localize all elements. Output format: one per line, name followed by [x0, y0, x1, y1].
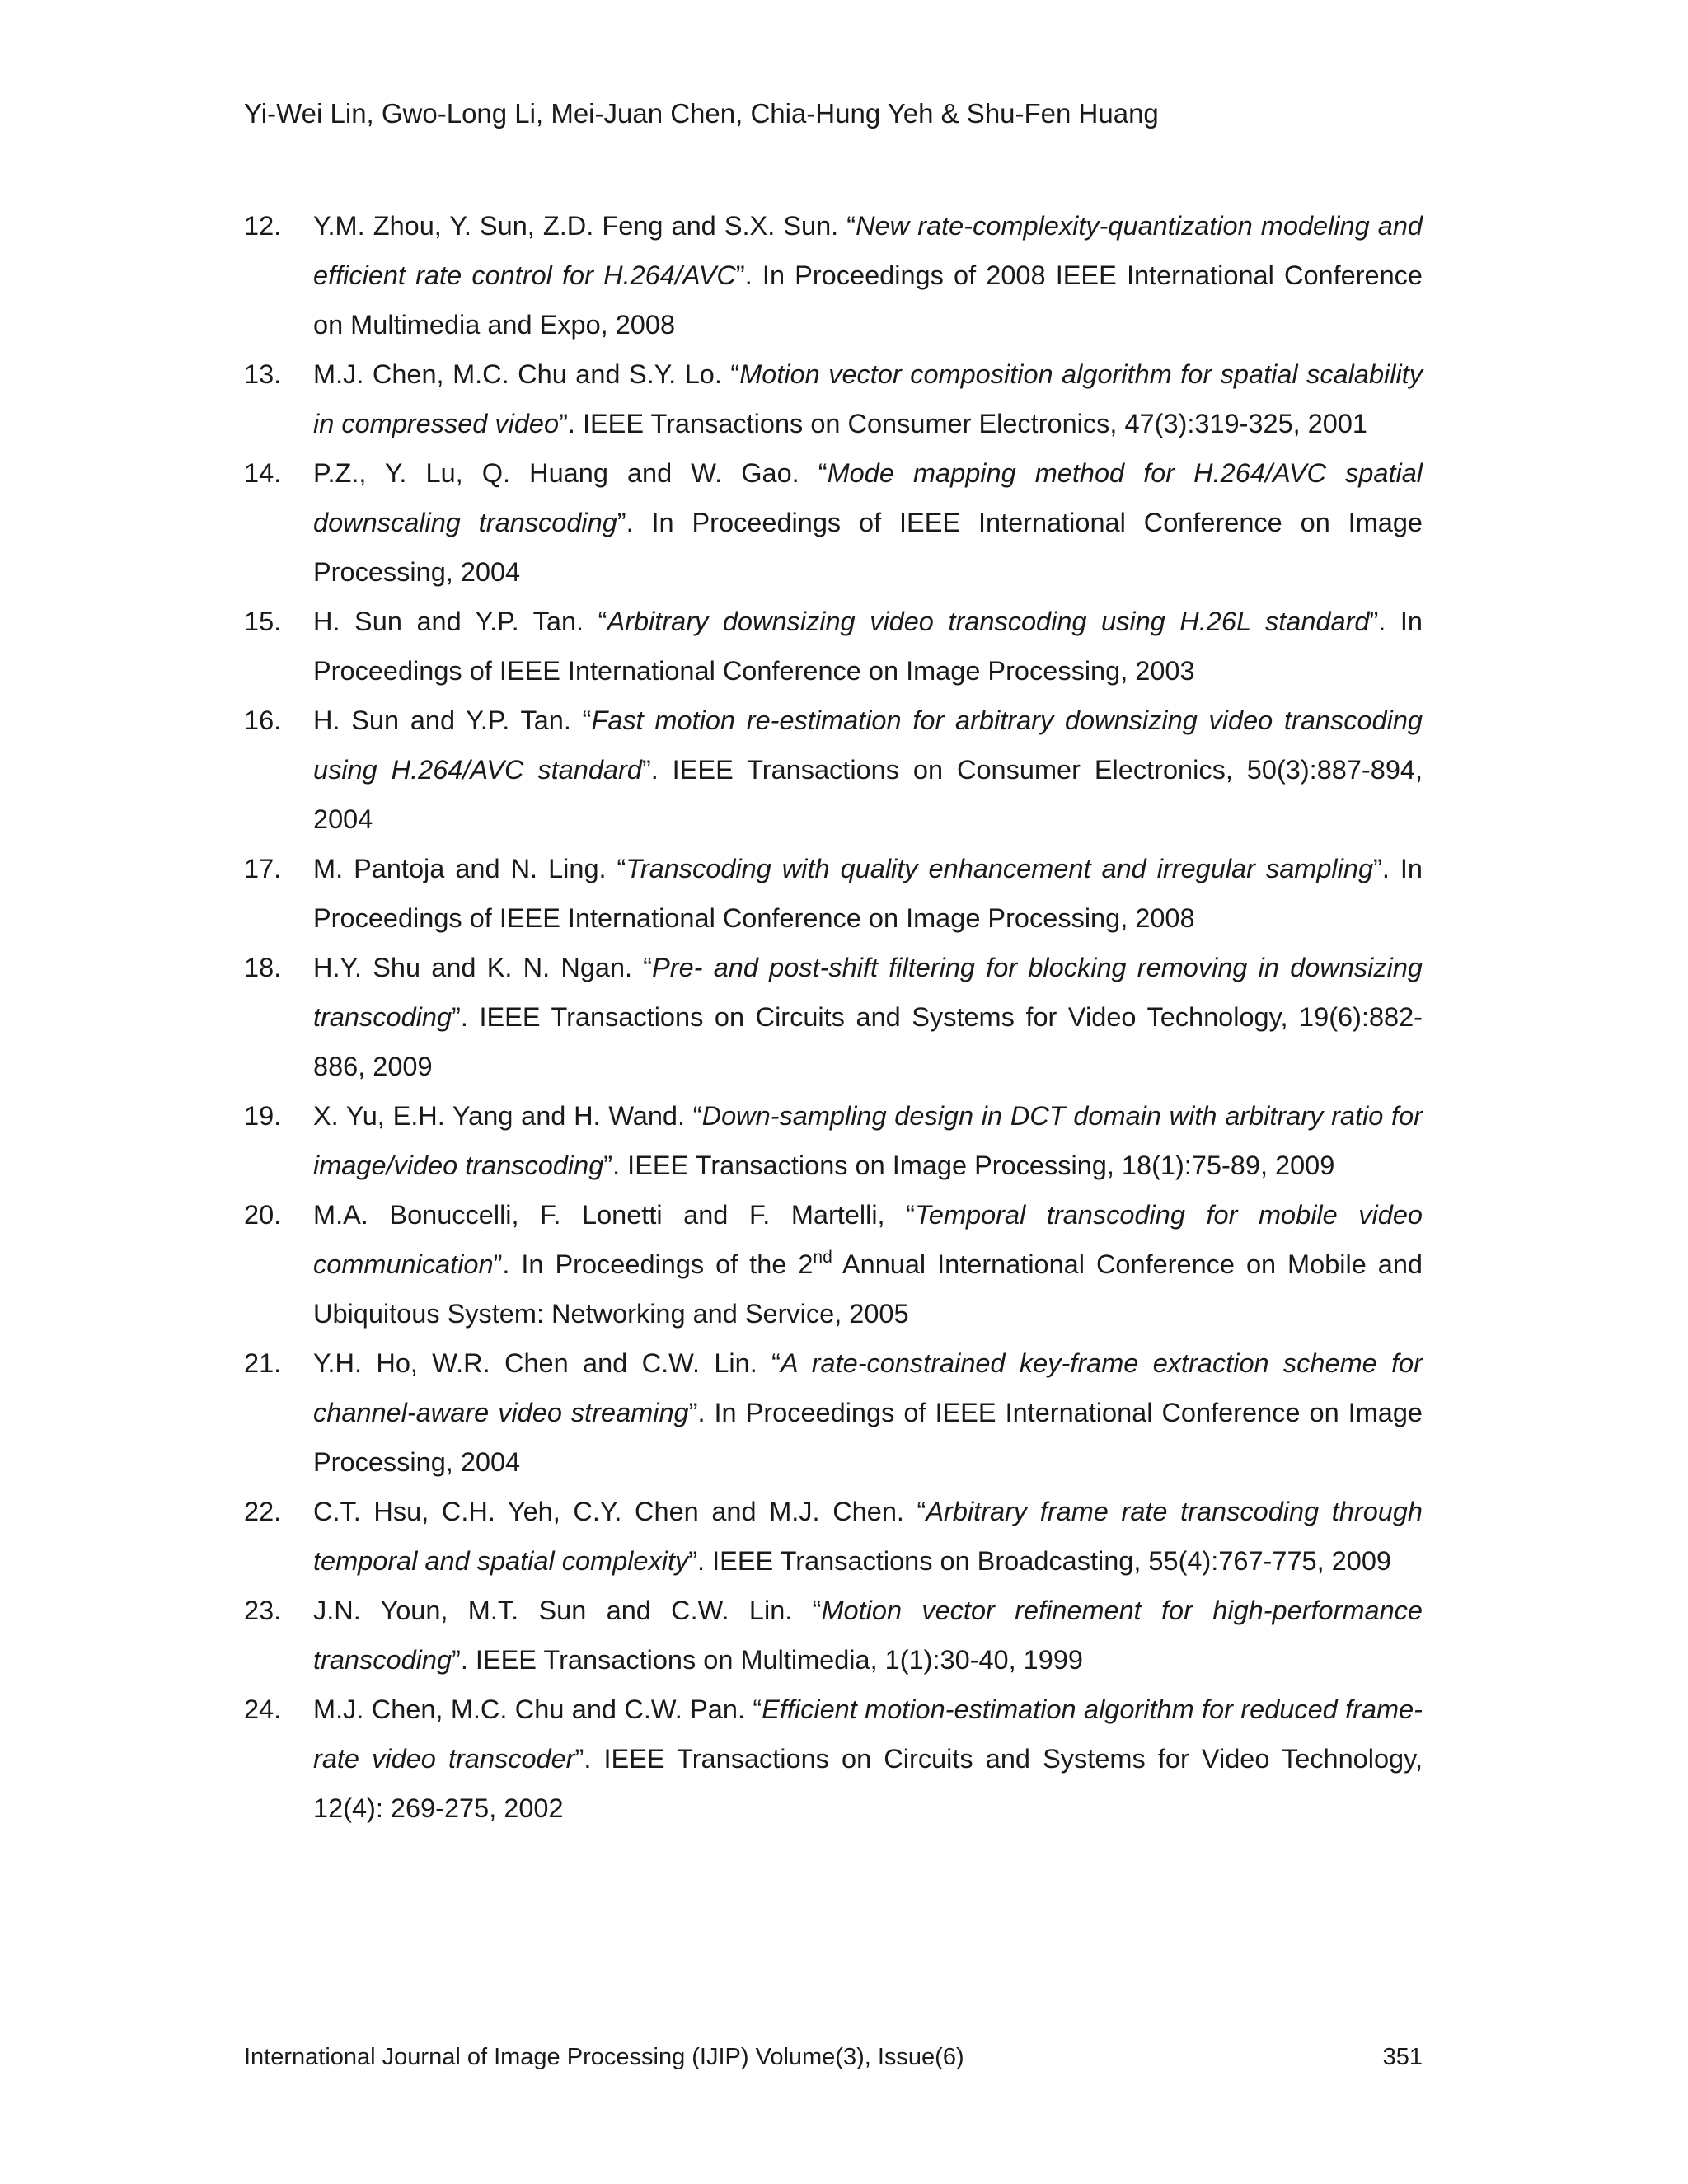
reference-text [313, 953, 1423, 1081]
reference-text [313, 359, 1423, 438]
reference-authors: C.T. Hsu, C.H. Yeh, C.Y. Chen and M.J. Chen. “ [313, 1497, 926, 1526]
reference-title: Efficient motion-estimation algorithm for reduced frame-rate video transcoder [313, 1694, 1423, 1774]
reference-authors: P.Z., Y. Lu, Q. Huang and W. Gao. “ [313, 458, 828, 488]
reference-text [313, 211, 1423, 340]
reference-item [244, 597, 1423, 696]
reference-title: Mode mapping method for H.264/AVC spatial downscaling transcoding [313, 458, 1423, 537]
reference-number: 19. [244, 1101, 282, 1131]
reference-authors: J.N. Youn, M.T. Sun and C.W. Lin. “ [313, 1596, 822, 1625]
reference-text [313, 1101, 1423, 1180]
reference-number: 21. [244, 1348, 282, 1378]
reference-text [313, 1348, 1423, 1477]
reference-number: 14. [244, 458, 282, 488]
reference-source: ”. IEEE Transactions on Broadcasting, 55(4):767-775, 2009 [688, 1546, 1391, 1576]
reference-item [244, 943, 1423, 1091]
reference-title: Temporal transcoding for mobile video communication [313, 1200, 1423, 1279]
reference-source: ”. IEEE Transactions on Multimedia, 1(1):30-40, 1999 [452, 1645, 1083, 1675]
reference-authors: M. Pantoja and N. Ling. “ [313, 854, 626, 883]
reference-list [244, 201, 1423, 1833]
reference-title: New rate-complexity-quantization modeling and efficient rate control for H.264/AVC [313, 211, 1423, 290]
reference-number: 23. [244, 1596, 282, 1625]
reference-number: 13. [244, 359, 282, 389]
reference-number: 16. [244, 705, 282, 735]
reference-text [313, 1694, 1423, 1823]
reference-authors: Y.H. Ho, W.R. Chen and C.W. Lin. “ [313, 1348, 781, 1378]
reference-number: 15. [244, 607, 282, 636]
reference-source: ”. IEEE Transactions on Consumer Electronics, 50(3):887-894, 2004 [313, 755, 1423, 834]
reference-source: ”. IEEE Transactions on Circuits and Systems for Video Technology, 12(4): 269-275, 2002 [313, 1744, 1423, 1823]
reference-item [244, 201, 1423, 349]
reference-source: ”. In Proceedings of IEEE International Conference on Image Processing, 2004 [313, 508, 1423, 587]
reference-text [313, 607, 1423, 686]
reference-item [244, 696, 1423, 844]
reference-authors: M.J. Chen, M.C. Chu and C.W. Pan. “ [313, 1694, 762, 1724]
reference-authors: H. Sun and Y.P. Tan. “ [313, 705, 592, 735]
reference-item [244, 349, 1423, 448]
reference-title: Arbitrary downsizing video transcoding using H.26L standard [607, 607, 1370, 636]
reference-item [244, 1338, 1423, 1487]
reference-text [313, 705, 1423, 834]
reference-source: ”. In Proceedings of IEEE International Conference on Image Processing, 2008 [313, 854, 1423, 933]
reference-source: ”. IEEE Transactions on Image Processing, 18(1):75-89, 2009 [603, 1151, 1335, 1180]
reference-source: ”. In Proceedings of IEEE International Conference on Image Processing, 2004 [313, 1398, 1423, 1477]
reference-authors: M.A. Bonuccelli, F. Lonetti and F. Martelli, “ [313, 1200, 915, 1230]
reference-text [313, 458, 1423, 587]
reference-number: 12. [244, 211, 282, 241]
reference-source: ”. IEEE Transactions on Consumer Electronics, 47(3):319-325, 2001 [559, 409, 1367, 438]
reference-authors: H.Y. Shu and K. N. Ngan. “ [313, 953, 653, 982]
reference-number: 24. [244, 1694, 282, 1724]
reference-source-prefix: ”. In Proceedings of the 2 [493, 1249, 814, 1279]
reference-text [313, 1596, 1423, 1675]
reference-item [244, 1685, 1423, 1833]
reference-title: Motion vector refinement for high-performance transcoding [313, 1596, 1423, 1675]
reference-item [244, 1190, 1423, 1338]
reference-text [313, 854, 1423, 933]
reference-title: Arbitrary frame rate transcoding through temporal and spatial complexity [313, 1497, 1423, 1576]
reference-source: ”. IEEE Transactions on Circuits and Systems for Video Technology, 19(6):882-886, 2009 [313, 1002, 1423, 1081]
reference-item [244, 448, 1423, 597]
reference-number: 18. [244, 953, 282, 982]
reference-source: Annual International Conference on Mobile and Ubiquitous System: Networking and Service, 2005 [313, 1249, 1423, 1329]
reference-number: 17. [244, 854, 282, 883]
ordinal-superscript: nd [813, 1248, 832, 1267]
reference-number: 20. [244, 1200, 282, 1230]
running-header: Yi-Wei Lin, Gwo-Long Li, Mei-Juan Chen, Chia-Hung Yeh & Shu-Fen Huang [244, 98, 1159, 129]
reference-title: Down-sampling design in DCT domain with arbitrary ratio for image/video transcoding [313, 1101, 1423, 1180]
reference-authors: M.J. Chen, M.C. Chu and S.Y. Lo. “ [313, 359, 740, 389]
reference-item [244, 1487, 1423, 1586]
page-number: 351 [1382, 2044, 1423, 2070]
reference-authors: H. Sun and Y.P. Tan. “ [313, 607, 607, 636]
reference-title: A rate-constrained key-frame extraction scheme for channel-aware video streaming [313, 1348, 1423, 1427]
reference-source: ”. In Proceedings of IEEE International Conference on Image Processing, 2003 [313, 607, 1423, 686]
reference-text [313, 1200, 1423, 1329]
reference-item [244, 844, 1423, 943]
reference-source: ”. In Proceedings of 2008 IEEE International Conference on Multimedia and Expo, 2008 [313, 260, 1423, 340]
journal-citation: International Journal of Image Processing (IJIP) Volume(3), Issue(6) [244, 2044, 964, 2070]
reference-number: 22. [244, 1497, 282, 1526]
reference-text [313, 1497, 1423, 1576]
reference-title: Fast motion re-estimation for arbitrary downsizing video transcoding using H.264/AVC standard [313, 705, 1423, 785]
reference-authors: Y.M. Zhou, Y. Sun, Z.D. Feng and S.X. Sun. “ [313, 211, 856, 241]
reference-item [244, 1091, 1423, 1190]
reference-title: Motion vector composition algorithm for spatial scalability in compressed video [313, 359, 1423, 438]
reference-title: Transcoding with quality enhancement and irregular sampling [626, 854, 1374, 883]
reference-title: Pre- and post-shift filtering for blocking removing in downsizing transcoding [313, 953, 1423, 1032]
reference-item [244, 1586, 1423, 1685]
reference-authors: X. Yu, E.H. Yang and H. Wand. “ [313, 1101, 702, 1131]
